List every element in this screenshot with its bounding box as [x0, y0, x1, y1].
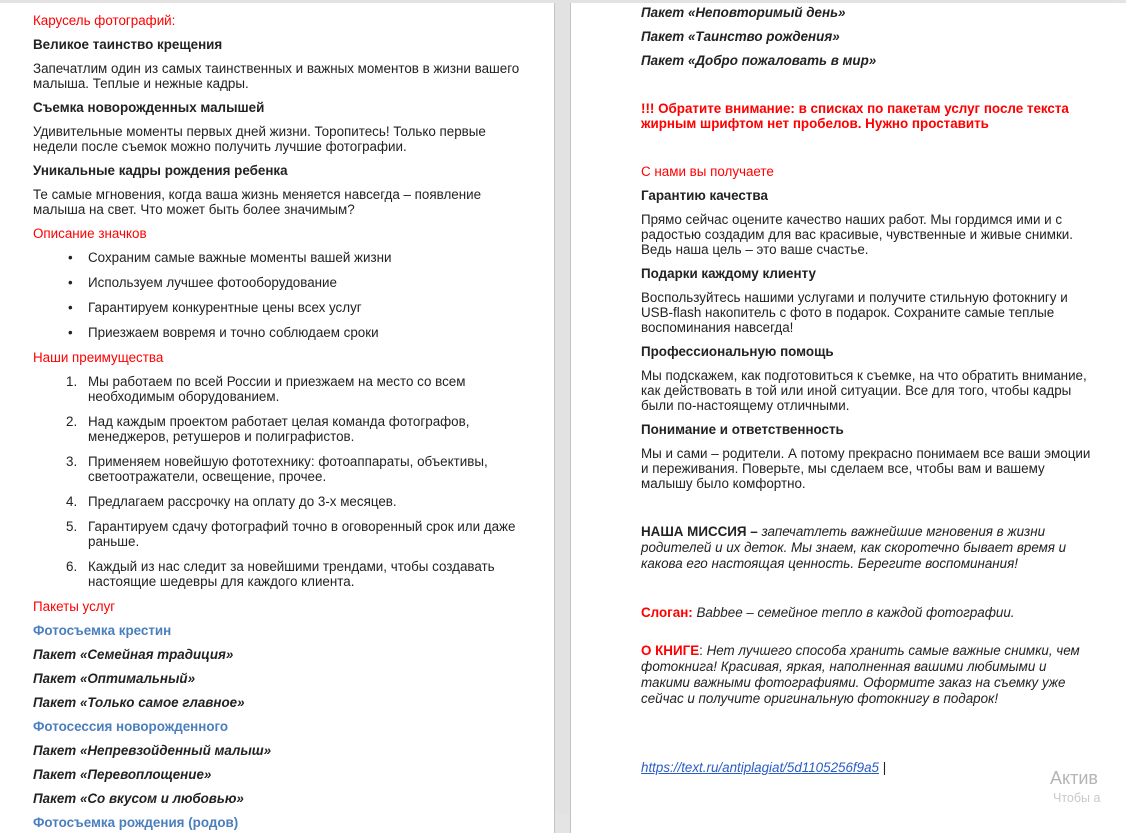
mission-paragraph — [641, 524, 1096, 572]
advantages-numbered-list — [33, 374, 528, 589]
list-item-text: Над каждым проектом работает целая команда фотографов, менеджеров, ретушеров и полиграфистов. — [88, 414, 470, 444]
list-item-text: Каждый из нас следит за новейшими трендами, чтобы создавать настоящие шедевры для каждого клиента. — [88, 559, 495, 589]
list-item — [33, 325, 528, 340]
section-heading-carousel: Карусель фотографий: — [33, 13, 176, 28]
icons-bullet-list — [33, 250, 528, 340]
subheading-christening: Фотосъемка крестин — [33, 623, 172, 638]
paragraph-baptism: Запечатлим один из самых таинственных и важных моментов в жизни вашего малыша. Теплые и нежные кадры. — [33, 61, 520, 91]
package-name: Пакет «Только самое главное» — [33, 695, 245, 710]
list-item-text: Сохраним самые важные моменты вашей жизни — [88, 250, 392, 265]
section-heading-with-us: С нами вы получаете — [641, 164, 774, 179]
list-number: 4. — [66, 494, 78, 509]
package-name: Пакет «Таинство рождения» — [641, 29, 840, 44]
package-name: Пакет «Неповторимый день» — [641, 5, 846, 20]
book-text: Нет лучшего способа хранить самые важные снимки, чем фотокнига! Красивая, яркая, наполненная вашими любимыми и такими важными фотографиями. Оформите заказ на съемку уже сейчас и получите оригинальную фотокнигу в подарок! — [641, 643, 1080, 706]
blank-line — [641, 140, 1096, 164]
list-item-text: Применяем новейшую фототехнику: фотоаппараты, объективы, светоотражатели, освещение, прочее. — [88, 454, 488, 484]
list-item — [33, 275, 528, 290]
section-heading-packages: Пакеты услуг — [33, 599, 116, 614]
paragraph-gifts: Воспользуйтесь нашими услугами и получите стильную фотокнигу и USB-flash накопитель с фото в подарок. Сохраните самые теплые воспоминания навсегда! — [641, 290, 1068, 335]
antiplagiat-link-line — [641, 760, 1096, 775]
subheading-help: Профессиональную помощь — [641, 344, 834, 359]
bullet-icon: • — [68, 250, 73, 265]
blank-line — [641, 716, 1096, 746]
list-item — [33, 519, 528, 549]
package-name: Пакет «Со вкусом и любовью» — [33, 791, 244, 806]
list-item-text: Гарантируем конкурентные цены всех услуг — [88, 300, 362, 315]
book-paragraph — [641, 643, 1096, 707]
slogan-text: Babbee – семейное тепло в каждой фотографии. — [692, 605, 1015, 620]
subheading-quality: Гарантию качества — [641, 188, 768, 203]
list-item — [33, 454, 528, 484]
list-number: 5. — [66, 519, 78, 534]
list-item-text: Мы работаем по всей России и приезжаем на место со всем необходимым оборудованием. — [88, 374, 466, 404]
list-item — [33, 494, 528, 509]
book-label: О КНИГЕ — [641, 643, 700, 658]
slogan-label: Слоган: — [641, 605, 693, 620]
package-name: Пакет «Перевоплощение» — [33, 767, 212, 782]
list-number: 2. — [66, 414, 78, 429]
subheading-birth: Уникальные кадры рождения ребенка — [33, 163, 288, 178]
list-number: 3. — [66, 454, 78, 469]
paragraph-help: Мы подскажем, как подготовиться к съемке, на что обратить внимание, как действовать в той или иной ситуации. Все для того, чтобы кадры были по-настоящему отличными. — [641, 368, 1087, 413]
list-number: 6. — [66, 559, 78, 574]
section-heading-icons: Описание значков — [33, 226, 147, 241]
subheading-birth-session: Фотосъемка рождения (родов) — [33, 815, 239, 830]
section-heading-advantages: Наши преимущества — [33, 350, 164, 365]
list-item-text: Предлагаем рассрочку на оплату до 3-х месяцев. — [88, 494, 397, 509]
package-name: Пакет «Оптимальный» — [33, 671, 196, 686]
blank-line — [641, 629, 1096, 643]
paragraph-quality: Прямо сейчас оцените качество наших работ. Мы гордимся ими и с радостью создадим для вас красивые, чувственные и живые снимки. Ведь наша цель – это ваше счастье. — [641, 212, 1074, 257]
document-page-right[interactable] — [570, 3, 1126, 833]
bullet-icon: • — [68, 300, 73, 315]
slogan-paragraph — [641, 605, 1096, 620]
paragraph-newborn: Удивительные моменты первых дней жизни. Торопитесь! Только первые недели после съемок можно получить лучшие фотографии. — [33, 124, 486, 154]
paragraph-understanding: Мы и сами – родители. А потому прекрасно понимаем все ваши эмоции и переживания. Поверьте, мы сделаем все, чтобы вам и вашему малышу было комфортно. — [641, 446, 1091, 491]
subheading-newborn-session: Фотосессия новорожденного — [33, 719, 229, 734]
subheading-newborn: Съемка новорожденных малышей — [33, 100, 265, 115]
mission-label: НАША МИССИЯ – — [641, 524, 762, 539]
text-cursor: | — [878, 760, 887, 775]
book-colon: : — [699, 643, 707, 658]
blank-line — [641, 581, 1096, 605]
list-item-text: Используем лучшее фотооборудование — [88, 275, 337, 290]
list-item — [33, 250, 528, 265]
subheading-gifts: Подарки каждому клиенту — [641, 266, 816, 281]
subheading-baptism: Великое таинство крещения — [33, 37, 223, 52]
list-number: 1. — [66, 374, 78, 389]
windows-activation-watermark-line2: Чтобы а — [1053, 791, 1101, 805]
package-name: Пакет «Семейная традиция» — [33, 647, 234, 662]
mission-text: запечатлеть важнейшие мгновения в жизни родителей и их деток. Мы знаем, как скоротечно бывает время и какова его настоящая ценность. Берегите воспоминания! — [641, 524, 1067, 571]
attention-note: !!! Обратите внимание: в списках по пакетам услуг после текста жирным шрифтом нет пробелов. Нужно проставить — [641, 101, 1069, 131]
list-item — [33, 300, 528, 315]
list-item — [33, 414, 528, 444]
list-item-text: Приезжаем вовремя и точно соблюдаем сроки — [88, 325, 379, 340]
document-page-left[interactable] — [0, 3, 555, 833]
list-item — [33, 374, 528, 404]
blank-line — [641, 500, 1096, 524]
package-name: Пакет «Непревзойденный малыш» — [33, 743, 272, 758]
package-name: Пакет «Добро пожаловать в мир» — [641, 53, 877, 68]
bullet-icon: • — [68, 325, 73, 340]
subheading-understanding: Понимание и ответственность — [641, 422, 844, 437]
list-item-text: Гарантируем сдачу фотографий точно в оговоренный срок или даже раньше. — [88, 519, 516, 549]
paragraph-birth: Те самые мгновения, когда ваша жизнь меняется навсегда – появление малыша на свет. Что может быть более значимым? — [33, 187, 482, 217]
bullet-icon: • — [68, 275, 73, 290]
list-item — [33, 559, 528, 589]
blank-line — [641, 77, 1096, 101]
windows-activation-watermark-line1: Актив — [1050, 768, 1098, 788]
antiplagiat-link[interactable]: https://text.ru/antiplagiat/5d1105256f9a5 — [641, 760, 879, 775]
